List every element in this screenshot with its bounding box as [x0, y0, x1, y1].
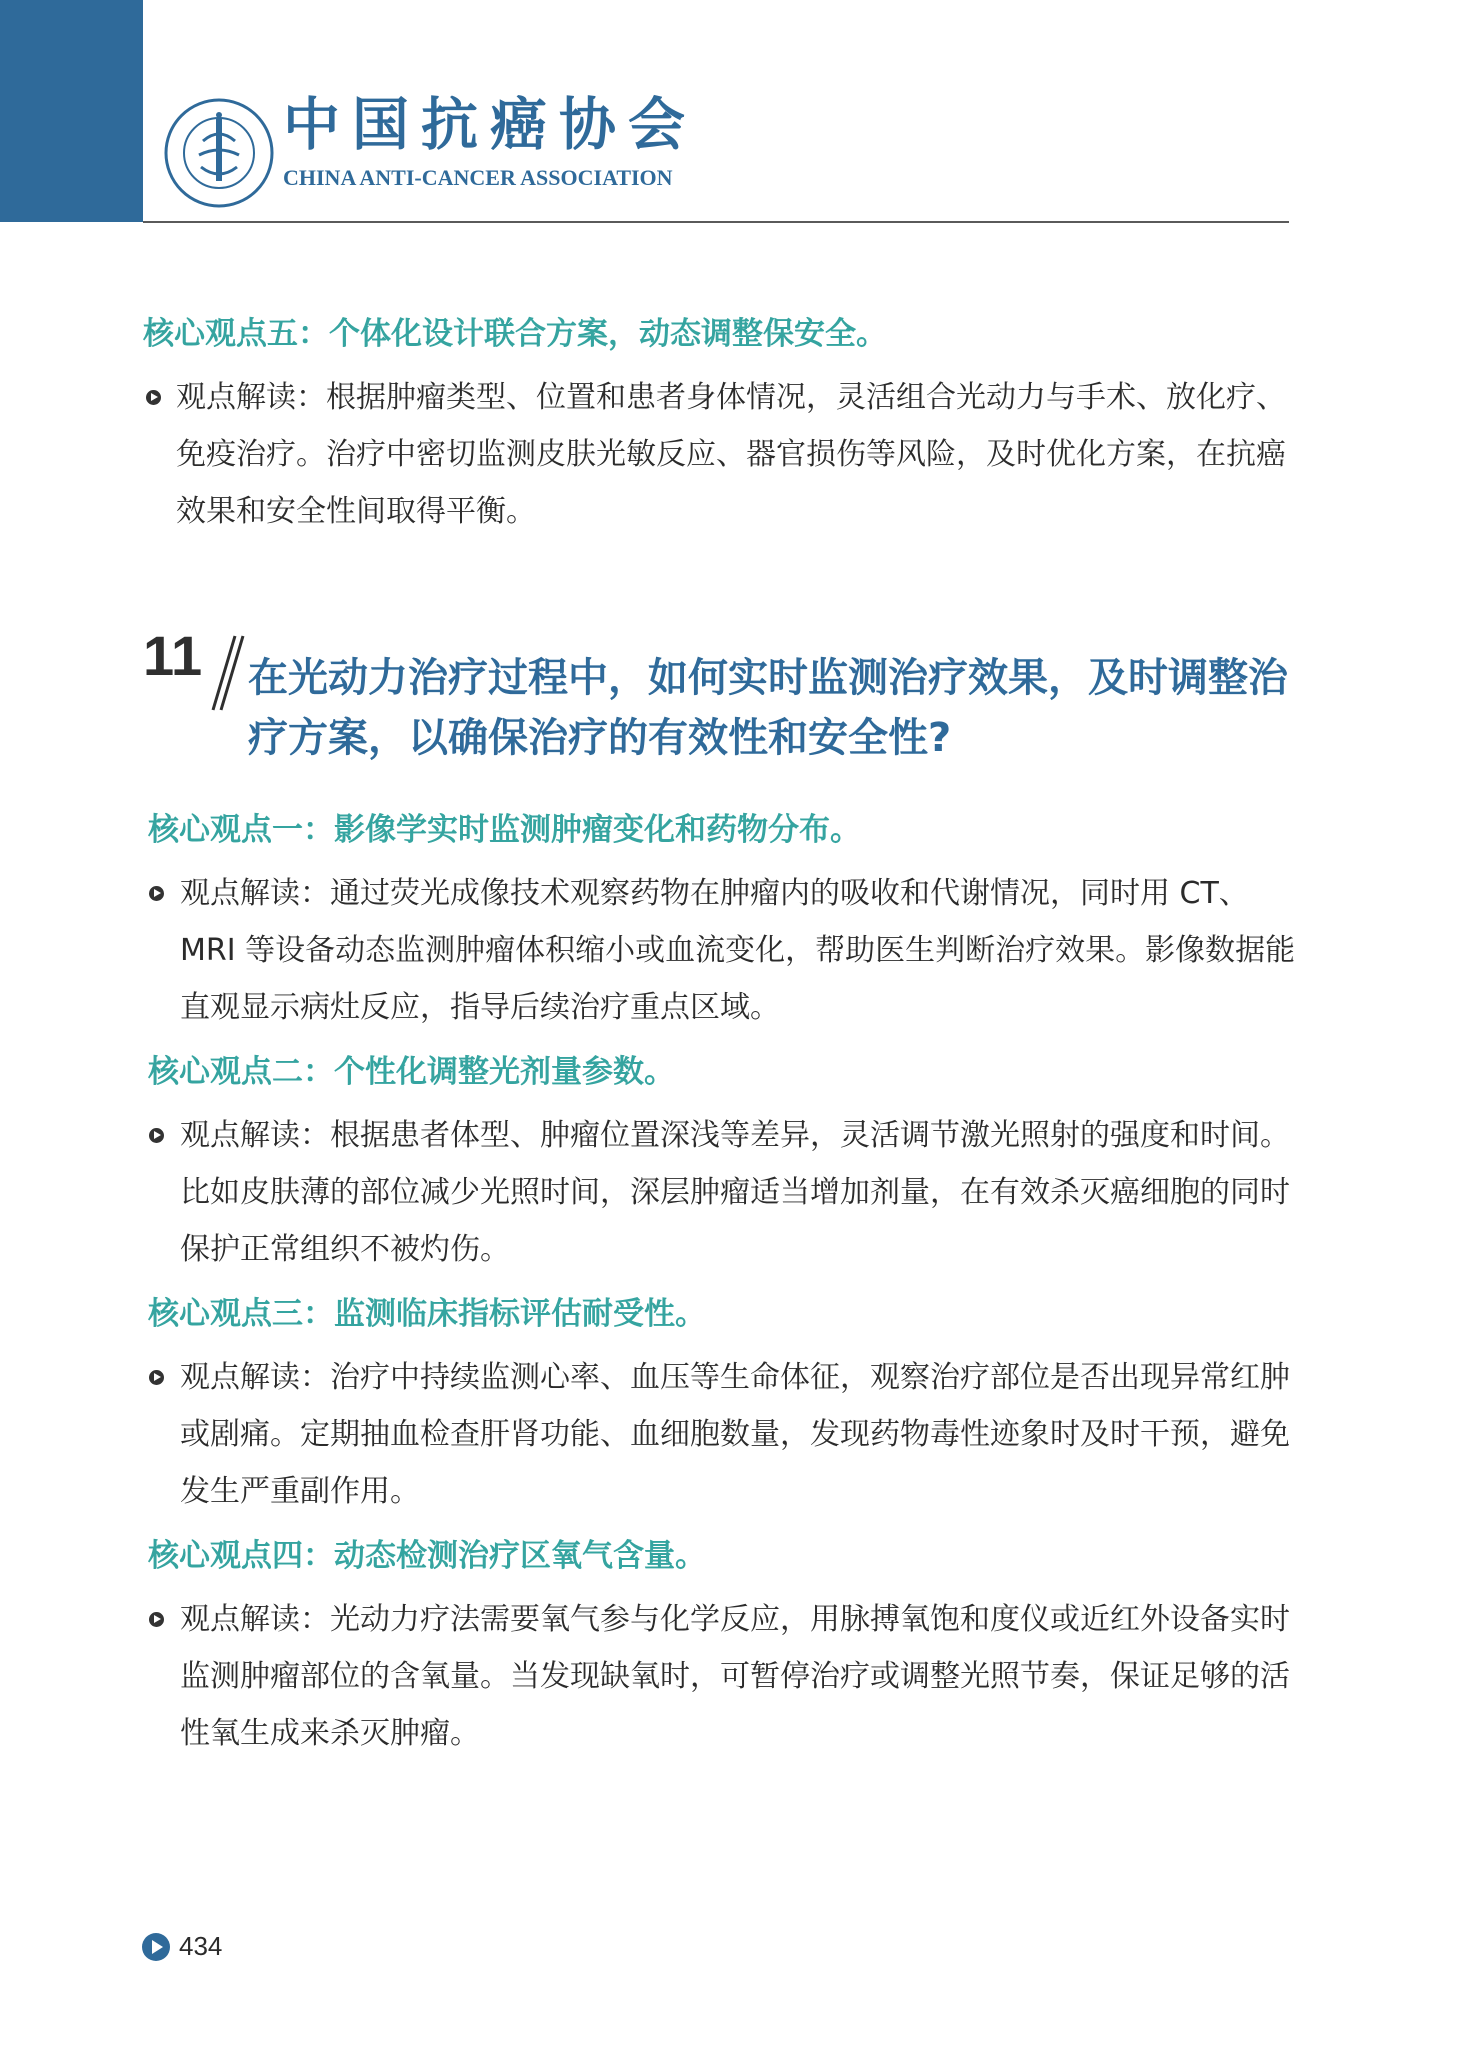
question-number: 11 [143, 624, 203, 687]
logo-chinese-name: 中国抗癌协会 [283, 91, 697, 158]
core-point-one-text: 观点解读：通过荧光成像技术观察药物在肿瘤内的吸收和代谢情况，同时用 CT、MRI 等设备动态监测肿瘤体积缩小或血流变化，帮助医生判断治疗效果。影像数据能直观显示病灶反应，指导后续治疗重点区域。 [180, 876, 1296, 1025]
question-title: 在光动力治疗过程中，如何实时监测治疗效果，及时调整治疗方案，以确保治疗的有效性和安全性? [248, 655, 1288, 761]
header-side-bar [0, 0, 143, 222]
double-slash-icon [205, 630, 245, 715]
bullet-play-icon [149, 1128, 164, 1143]
bullet-play-icon [149, 1370, 164, 1385]
core-point-four-text: 观点解读：光动力疗法需要氧气参与化学反应，用脉搏氧饱和度仪或近红外设备实时监测肿瘤部位的含氧量。当发现缺氧时，可暂停治疗或调整光照节奏，保证足够的活性氧生成来杀灭肿瘤。 [180, 1602, 1290, 1751]
bullet-play-icon [149, 1612, 164, 1627]
core-point-five-title: 核心观点五：个体化设计联合方案，动态调整保安全。 [143, 316, 887, 352]
bullet-play-icon [149, 886, 164, 901]
logo-english-name: CHINA ANTI-CANCER ASSOCIATION [283, 165, 673, 190]
header-rule [143, 221, 1289, 223]
core-point-four-title: 核心观点四：动态检测治疗区氧气含量。 [148, 1538, 706, 1574]
core-point-three-text: 观点解读：治疗中持续监测心率、血压等生命体征，观察治疗部位是否出现异常红肿或剧痛。定期抽血检查肝肾功能、血细胞数量，发现药物毒性迹象时及时干预，避免发生严重副作用。 [180, 1360, 1290, 1509]
core-point-three-title: 核心观点三：监测临床指标评估耐受性。 [148, 1296, 706, 1332]
bullet-play-icon [146, 390, 161, 405]
core-point-two-title: 核心观点二：个性化调整光剂量参数。 [148, 1054, 675, 1090]
association-seal-icon [163, 97, 275, 209]
core-point-one-title: 核心观点一：影像学实时监测肿瘤变化和药物分布。 [148, 812, 861, 848]
core-point-five-text: 观点解读：根据肿瘤类型、位置和患者身体情况，灵活组合光动力与手术、放化疗、免疫治疗。治疗中密切监测皮肤光敏反应、器官损伤等风险，及时优化方案，在抗癌效果和安全性间取得平衡。 [176, 380, 1286, 529]
page-number: 434 [179, 1931, 223, 1961]
page-play-icon [142, 1933, 170, 1961]
core-point-two-text: 观点解读：根据患者体型、肿瘤位置深浅等差异，灵活调节激光照射的强度和时间。比如皮肤薄的部位减少光照时间，深层肿瘤适当增加剂量，在有效杀灭癌细胞的同时保护正常组织不被灼伤。 [180, 1118, 1290, 1267]
